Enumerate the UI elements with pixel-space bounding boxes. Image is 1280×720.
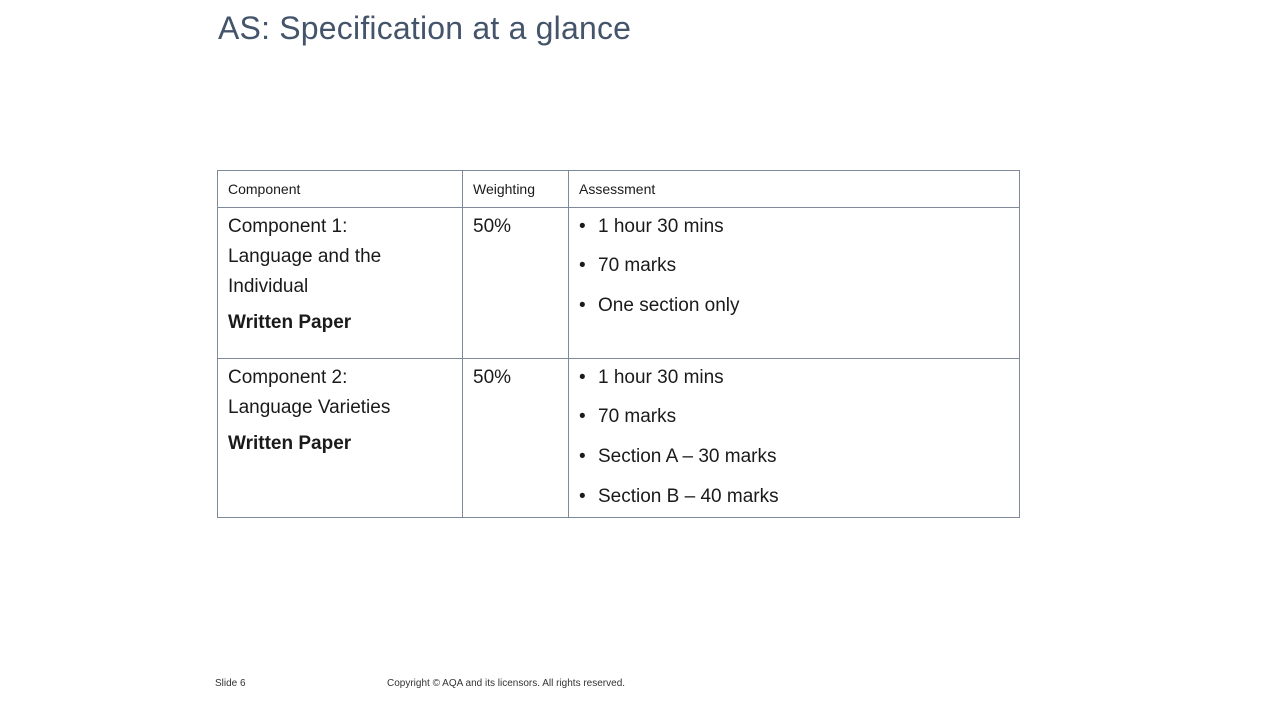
component-name: Language Varieties [228, 397, 391, 418]
table-row [218, 208, 1020, 359]
table-row [218, 359, 1020, 518]
assessment-list [579, 212, 1009, 326]
header-component: Component [218, 171, 463, 208]
assessment-item: • Section A – 30 marks [579, 437, 1009, 477]
assessment-item: • 1 hour 30 mins [579, 363, 1009, 393]
component-type: Written Paper [228, 312, 352, 333]
component-type: Written Paper [228, 433, 352, 454]
header-weighting: Weighting [463, 171, 569, 208]
assessment-item: • 70 marks [579, 246, 1009, 286]
component-label: Component 2: [228, 367, 348, 388]
copyright-notice: Copyright © AQA and its licensors. All rights reserved. [387, 678, 626, 689]
assessment-item: • 1 hour 30 mins [579, 212, 1009, 242]
weighting-value: 50% [473, 216, 512, 237]
slide-number: Slide 6 [215, 678, 246, 689]
assessment-item: • Section B – 40 marks [579, 477, 1009, 517]
assessment-cell [569, 359, 1020, 518]
component-cell [218, 208, 463, 359]
assessment-list [579, 363, 1009, 517]
component-label: Component 1: [228, 216, 348, 237]
weighting-cell [463, 359, 569, 518]
slide-title: AS: Specification at a glance [218, 10, 632, 46]
assessment-item: • 70 marks [579, 397, 1009, 437]
assessment-cell [569, 208, 1020, 359]
table-header-row [218, 171, 1020, 208]
assessment-item: • One section only [579, 286, 1009, 326]
header-assessment: Assessment [569, 171, 1020, 208]
component-name: Language and the Individual [228, 246, 382, 297]
weighting-cell [463, 208, 569, 359]
specification-table [217, 170, 1020, 518]
component-cell [218, 359, 463, 518]
weighting-value: 50% [473, 367, 512, 388]
